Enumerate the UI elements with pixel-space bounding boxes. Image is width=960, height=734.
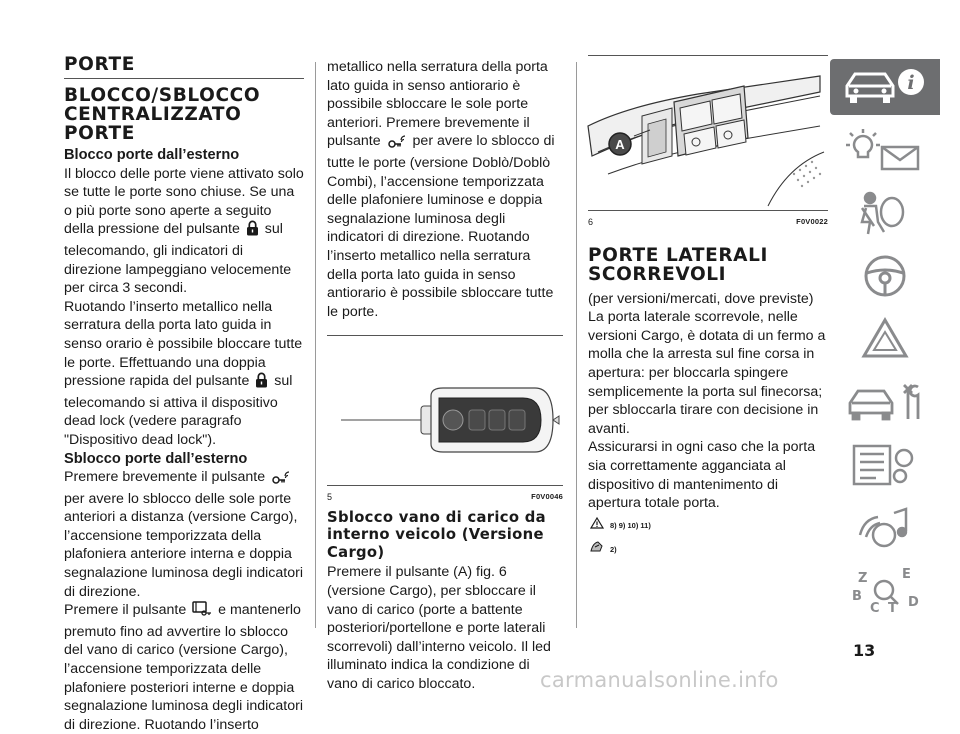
door-panel-illustration [588,56,828,211]
hand-caution-icon [590,540,604,560]
paragraph-sliding-door: La porta laterale scorrevole, nelle versioni Cargo, è dotata di un fermo a molla che la arresta sul fine corsa in apertura: per bloccarla spingere semplicemente la porta sul finecorsa; per sbloccarla tirare con decisione in avanti. [588,309,826,437]
column-divider [576,62,577,628]
chapter-sidebar [830,59,940,626]
text: metallico nella serratura della porta lato guida in senso antiorario è possibile sbloccare le sole porte anteriori. [327,59,548,131]
car-info-icon [839,64,931,110]
text: Premere brevemente il pulsante [327,114,530,150]
text: Il blocco delle porte viene attivato solo se tutte le porte sono chiuse. Se una o più porte sono aperte a seguito della pressione del pulsante [64,165,304,238]
paragraph-cargo-unlock: Premere il pulsante (A) fig. 6 (versione Cargo), per sbloccare il vano di carico (porte a battente posteriori/portellone e porte laterali scorrevoli) dall’interno veicolo. Il led illuminato indica la condizione di vano di carico bloccato. [327,564,551,692]
paragraph-unlock-1 [64,468,304,601]
warning-references [588,517,828,537]
callout-label: A [615,137,625,152]
text: Ruotando l’inserto metallico nella serratura della porta lato guida in senso orario è possibile bloccare tutte le porte. Effettuando una doppia pressione rapida del pulsante [64,298,303,390]
warning-triangle-icon [590,517,604,537]
heading-unlock-outside: Sblocco porte dall’esterno [64,450,248,467]
cargo-unlock-icon [192,601,212,623]
warning-ref-numbers: 8) 9) 10) 11) [610,521,651,531]
unlock-key-icon [271,470,291,490]
paragraph-check-latch: Assicurarsi in ogni caso che la porta sia correttamente agganciata al dispositivo di mantenimento di apertura totale porta. [588,439,816,512]
text: Premere brevemente il pulsante [64,469,266,486]
figure-code: F0V0022 [796,217,828,226]
section-title-line1: BLOCCO/SBLOCCO [64,85,261,106]
note-references [588,540,828,560]
chapter-tab-warning-lights[interactable] [830,122,940,178]
svg-text:i: i [907,72,915,94]
chapter-tab-technical-data[interactable] [830,437,940,493]
section-title-line1: PORTE LATERALI [588,244,768,266]
lock-icon [246,220,259,242]
index-letter: C [870,601,880,616]
chapter-tab-safety[interactable] [830,185,940,241]
steering-wheel-icon [840,253,930,299]
note-ref-numbers: 2) [610,544,617,554]
chapter-tab-car-info[interactable] [830,59,940,115]
unlock-key-icon [387,134,407,154]
figure-6-caption [588,210,828,232]
title-rule [64,78,304,79]
text: per avere lo sblocco di tutte le porte (versione Doblò/Doblò Combi), l’accensione temporizzata delle plafoniere luminose e doppia segnalazione luminosa degli indicatori di direzione. Ruotando l’inserto metallico nella serratura della porta lato guida in senso antiorario è possibile sbloccare tutte le porte. [327,133,555,320]
warning-lights-icon [840,127,930,173]
column-middle [327,58,563,694]
lock-icon [255,372,268,394]
page-title: PORTE [64,54,135,75]
chapter-tab-multimedia[interactable] [830,500,940,556]
paragraph-lock-2 [64,298,304,450]
page-number: 13 [853,641,876,660]
section-title-line2: CENTRALIZZATO PORTE [64,104,242,144]
index-letter: B [852,589,862,604]
heading-cargo-unlock: Sblocco vano di carico da interno veicolo (Versione Cargo) [327,508,546,561]
watermark: carmanualsonline.info [540,668,779,692]
index-letter: Z [858,571,868,586]
text: sul telecomando, gli indicatori di direzione lampeggiano velocemente per circa 3 secondi. [64,221,292,297]
figure-number: 5 [327,492,333,503]
index-letter: D [908,595,919,610]
heading-lock-outside: Blocco porte dall’esterno [64,147,240,163]
paragraph-unlock-2 [64,601,304,734]
text: sul telecomando si attiva il dispositivo dead lock (vedere paragrafo "Dispositivo dead lock"). [64,373,293,448]
column-divider [315,62,316,628]
paragraph-unlock-3 [327,58,563,321]
emergency-triangle-icon [840,316,930,362]
technical-data-icon [840,442,930,488]
text: Premere il pulsante [64,602,187,619]
paragraph-versions-note: (per versioni/mercati, dove previste) [588,290,814,307]
figure-5-caption [327,485,563,507]
multimedia-icon [840,505,930,551]
text: e mantenerlo premuto fino ad avvertire lo sblocco del vano di carico (versione Cargo), l’accensione temporizzata delle plafoniere posteriori interne e doppia segnalazione luminosa degli indicatori di direzione. Ruotando l’inserto [64,602,303,733]
chapter-tab-index[interactable] [830,563,940,619]
index-icon [840,566,930,616]
airbag-safety-icon [840,190,930,236]
chapter-tab-driving[interactable] [830,248,940,304]
index-letter: E [902,567,911,582]
index-letter: T [888,601,897,616]
car-maintenance-icon [840,379,930,425]
figure-6-door-panel [588,55,828,210]
chapter-tab-emergency[interactable] [830,311,940,367]
figure-5-key-fob [327,335,563,485]
column-right [588,55,828,560]
section-title-line2: SCORREVOLI [588,263,727,285]
chapter-tab-maintenance[interactable] [830,374,940,430]
paragraph-lock-1 [64,165,304,298]
figure-code: F0V0046 [531,492,563,502]
column-left [64,55,304,734]
text: per avere lo sblocco delle sole porte anteriori a distanza (versione Cargo), l’accensione temporizzata della plafoniera anteriore interna e doppia segnalazione luminosa degli indicatori di direzione. [64,490,303,600]
key-fob-illustration [327,336,563,482]
figure-number: 6 [588,217,594,227]
